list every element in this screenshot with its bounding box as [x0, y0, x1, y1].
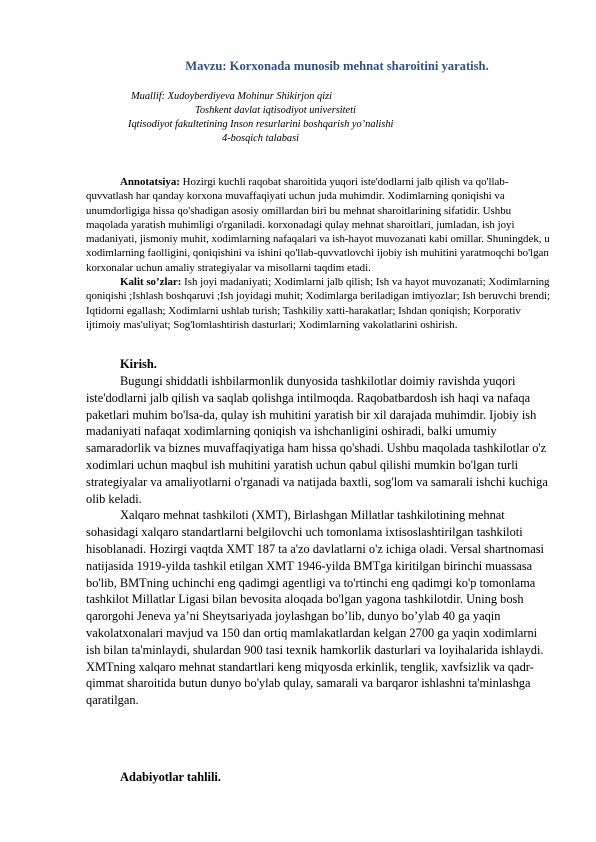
author-faculty: Iqtisodiyot fakultetining Inson resurlarini boshqarish yo’nalishi [128, 119, 394, 130]
keywords-text: Ish joyi madaniyati; Xodimlarni jalb qilish; Ish va hayot muvozanati; Xodimlarning qoniqishi ;Ishlash boshqaruvi ;Ish joyidagi muhit; Xodimlarga beriladigan imtiyozlar; Ish beruvchi brendi; Iqtidorni egallash; Xodimlarni ushlab turish; Tashkiliy xatti-harakatlar; Ishdan qoniqish; Korporativ ijtimoiy mas'uliyat; Sog'lomlashtirish dasturlari; Xodimlarning vakolatlarini oshirish. [86, 276, 551, 331]
annotation-paragraph [86, 175, 554, 275]
author-university: Toshkent davlat iqtisodiyot universiteti [195, 105, 356, 116]
intro-paragraph-2: Xalqaro mehnat tashkiloti (XMT), Birlashgan Millatlar tashkilotining mehnat sohasidagi xalqaro standartlarni belgilovchi uch tomonlama ixtisoslashtirilgan tashkiloti hisoblanadi. Hozirgi vaqtda XMT 187 ta a'zo davlatlarni o'z ichiga oladi. Versal shartnomasi natijasida 1919-yilda tashkil etilgan XMT 1946-yilda BMTga kiritilgan birinchi muassasa bo'lib, BMTning uchinchi eng qadimgi agentligi va to'rtinchi eng qadimgi ko'p tomonlama tashkilot Millatlar Ligasi bilan bevosita aloqada bo'lgan yagona tashkilotdir. Uning bosh qarorgohi Jeneva ya’ni Sheytsariyada joylashgan bo’lib, dunyo bo’ylab 40 ga yaqin vakolatxonalari mavjud va 150 dan ortiq mamlakatlardan kelgan 2700 ga yaqin xodimlarni ish bilan ta'minlaydi, shulardan 900 tasi texnik hamkorlik dasturlari va loyihalarida ishlaydi. XMTning xalqaro mehnat standartlari keng miqyosda erkinlik, tenglik, xavfsizlik va qadr-qimmat sharoitida butun dunyo bo'ylab qulay, samarali va barqaror ishlashni ta'minlashga qaratilgan. [86, 508, 544, 708]
annotation-text: Hozirgi kuchli raqobat sharoitida yuqori iste'dodlarni jalb qilish va qo'llab-quvvatlash har qanday korxona muvaffaqiyati uchun juda muhimdir. Xodimlarning qoniqishi va unumdorligiga hissa qo'shadigan asosiy omillardan biri bu mehnat sharoitlarining sifatidir. Ushbu maqolada yaratish muhimligi o'rganiladi. korxonadagi qulay mehnat sharoitlari, jumladan, ish joyi madaniyati, jismoniy muhit, xodimlarning nafaqalari va ish-hayot muvozanati kabi omillar. Shuningdek, u xodimlarning faolligini, qoniqishini va ishini qo'llab-quvvatlovchi ijobiy ish muhitini yaratmoqchi bo'lgan korxonalar uchun amaliy strategiyalar va misollarni taqdim etadi. [86, 176, 550, 274]
author-course: 4-bosqich talabasi [222, 133, 300, 144]
keywords-paragraph [86, 275, 554, 332]
literature-heading: Adabiyotlar tahlili. [120, 770, 221, 784]
intro-heading: Kirish. [120, 357, 157, 371]
author-name: Muallif: Xudoyberdiyeva Mohinur Shikirjon qizi [131, 91, 333, 102]
intro-paragraph-1: Bugungi shiddatli ishbilarmonlik dunyosida tashkilotlar doimiy ravishda yuqori iste'dodlarni jalb qilish va saqlab qolishga intilmoqda. Raqobatbardosh ish haqi va nafaqa paketlari muhim bo'lsa-da, qulay ish muhitini yaratish bir xil darajada muhimdir. Ijobiy ish madaniyati nafaqat xodimlarning qoniqish va ishchanligini oshiradi, balki umumiy samaradorlik va biznes muvaffaqiyatiga ham hissa qo'shadi. Ushbu maqolada tashkilotlar o'z xodimlari uchun maqbul ish muhitini yaratish uchun qabul qilishi mumkin bo'lgan turli strategiyalar va amaliyotlarni o'rganadi va natijada baxtli, sog'lom va samarali ishchi kuchiga olib keladi. [86, 374, 548, 506]
annotation-label: Annotatsiya: [120, 176, 180, 188]
abstract-block [86, 175, 554, 332]
keywords-label: Kalit so’zlar: [120, 276, 182, 289]
article-title: Mavzu: Korxonada munosib mehnat sharoitini yaratish. [185, 59, 489, 73]
intro-block [86, 373, 554, 709]
